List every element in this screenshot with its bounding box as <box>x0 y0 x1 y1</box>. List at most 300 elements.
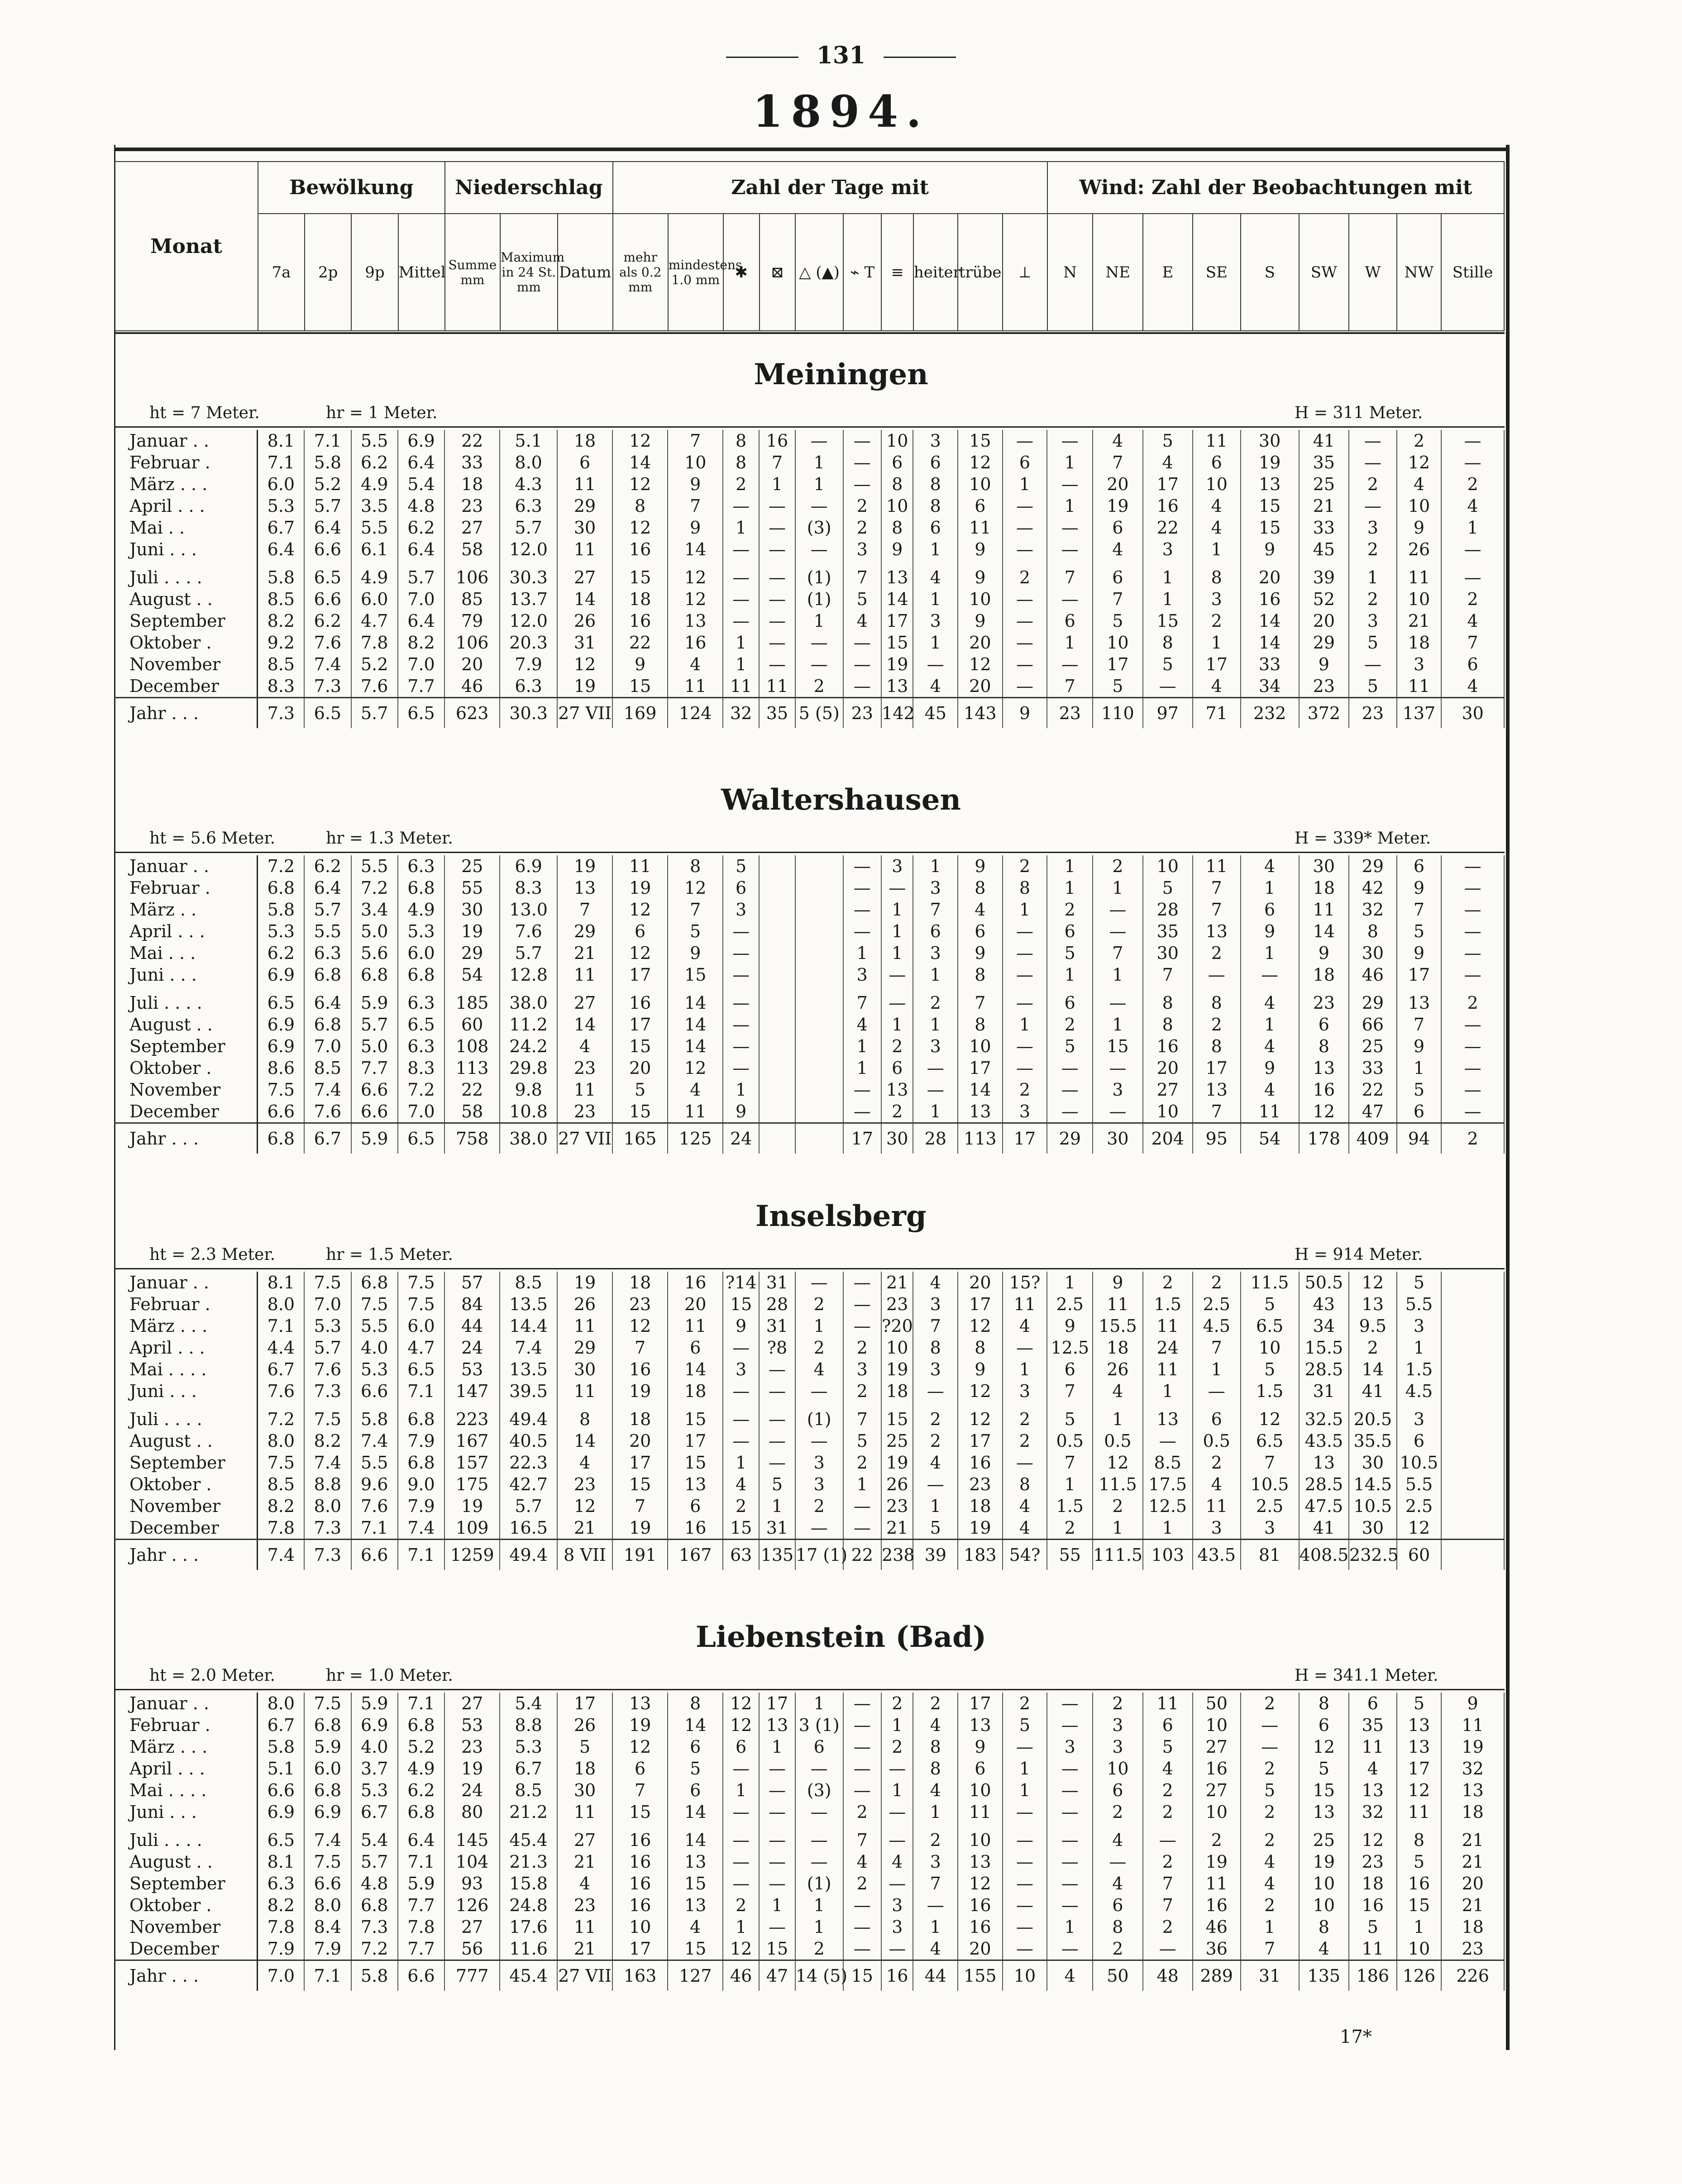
data-cell: 16 <box>668 1272 723 1293</box>
data-cell: 26 <box>881 1473 913 1495</box>
data-cell: 4 <box>1093 539 1142 560</box>
data-cell: 8 <box>958 877 1003 899</box>
data-cell: 2 <box>1047 899 1093 920</box>
data-cell: 6.3 <box>258 1873 304 1894</box>
data-cell: 3 <box>723 899 759 920</box>
data-cell: 17 <box>958 1057 1003 1079</box>
data-cell: 5.3 <box>258 495 304 517</box>
data-cell: 1.5 <box>1241 1380 1299 1402</box>
data-cell: 11 <box>1241 1101 1299 1123</box>
data-cell: 238 <box>881 1540 913 1570</box>
data-cell <box>795 1123 843 1154</box>
data-cell: 1 <box>1193 632 1241 653</box>
data-cell: 2 <box>1193 1272 1241 1293</box>
data-cell: 8 <box>1093 1916 1142 1938</box>
data-cell: — <box>881 964 913 986</box>
data-cell: 4 <box>1299 1938 1349 1960</box>
data-cell: 1 <box>1143 588 1193 610</box>
data-cell: 7.1 <box>398 1693 444 1714</box>
data-cell: 13 <box>1299 1801 1349 1823</box>
data-cell: 10 <box>881 495 913 517</box>
data-cell: 9 <box>958 560 1003 588</box>
data-cell: 2 <box>1441 986 1504 1014</box>
data-cell: — <box>843 675 882 698</box>
data-cell: 9 <box>958 942 1003 964</box>
data-cell: 5.8 <box>258 560 304 588</box>
table-row <box>114 610 1504 632</box>
data-cell: 5.8 <box>304 452 351 473</box>
data-cell: 9.5 <box>1349 1315 1397 1337</box>
data-cell: 12 <box>1299 1101 1349 1123</box>
data-cell: 4 <box>1093 430 1142 452</box>
data-cell: 3 <box>881 1894 913 1916</box>
data-cell: — <box>881 1823 913 1851</box>
data-cell: 14 <box>881 588 913 610</box>
data-cell: 4 <box>1093 1823 1142 1851</box>
data-cell: 4.9 <box>398 1758 444 1779</box>
data-cell: 6.7 <box>258 1359 304 1380</box>
data-cell: 4 <box>1093 1380 1142 1402</box>
data-cell: 12 <box>958 653 1003 675</box>
data-cell: — <box>723 942 759 964</box>
data-cell: 6.1 <box>351 539 398 560</box>
data-cell: 16 <box>1349 1894 1397 1916</box>
data-cell: 21 <box>557 1938 612 1960</box>
data-cell: 6 <box>1047 920 1093 942</box>
data-cell: 5 <box>843 1430 882 1452</box>
data-cell: 11 <box>1349 1938 1397 1960</box>
data-cell: 2 <box>1241 1758 1299 1779</box>
data-cell: 5.8 <box>258 1736 304 1758</box>
data-cell: 4.9 <box>351 560 398 588</box>
data-cell: 2 <box>1093 1495 1142 1517</box>
data-cell: 18 <box>557 1758 612 1779</box>
data-cell: 21.3 <box>500 1851 557 1873</box>
data-cell: — <box>1003 675 1047 698</box>
data-cell: 18 <box>1299 964 1349 986</box>
data-cell: 1 <box>913 1014 958 1035</box>
month-label: Juni . . . <box>114 539 258 560</box>
data-cell: 35.5 <box>1349 1430 1397 1452</box>
data-cell: 7.2 <box>351 877 398 899</box>
data-cell: 60 <box>444 1014 500 1035</box>
data-cell: — <box>759 1452 795 1473</box>
data-cell: 4 <box>1003 1315 1047 1337</box>
data-cell: 20 <box>1093 473 1142 495</box>
data-cell: 7.0 <box>398 588 444 610</box>
data-cell: 13.7 <box>500 588 557 610</box>
table-row <box>114 964 1504 986</box>
data-cell: — <box>913 1380 958 1402</box>
data-cell: 1 <box>1241 1916 1299 1938</box>
data-cell: 23 <box>1299 986 1349 1014</box>
data-cell: 7 <box>759 452 795 473</box>
data-cell: 3 <box>723 1359 759 1380</box>
data-cell: 12 <box>958 452 1003 473</box>
data-cell: 19 <box>557 1272 612 1293</box>
data-cell: — <box>843 473 882 495</box>
data-cell: 5.7 <box>351 1014 398 1035</box>
data-cell: 23 <box>1047 698 1093 729</box>
data-cell: 39 <box>913 1540 958 1570</box>
data-cell: 5 <box>1397 1272 1442 1293</box>
header-zahl-tage: Zahl der Tage mit <box>613 162 1047 214</box>
data-cell: 3 <box>913 1293 958 1315</box>
data-cell: 3 <box>1003 1101 1047 1123</box>
data-cell: 16 <box>1241 588 1299 610</box>
data-cell: 7 <box>1093 452 1142 473</box>
data-cell: 2 <box>843 517 882 539</box>
data-cell: 17 <box>1193 653 1241 675</box>
data-cell: 54 <box>1241 1123 1299 1154</box>
data-cell: 40.5 <box>500 1430 557 1452</box>
station-height: H = 311 Meter. <box>1295 404 1423 422</box>
table-row <box>114 986 1504 1014</box>
data-cell: 22 <box>444 430 500 452</box>
data-cell: 9 <box>958 1736 1003 1758</box>
data-cell: 15? <box>1003 1272 1047 1293</box>
data-cell: 1 <box>1047 1916 1093 1938</box>
data-cell: 33 <box>1241 653 1299 675</box>
table-row <box>114 855 1504 877</box>
total-row <box>114 1540 1504 1570</box>
station-title: Waltershausen <box>721 783 961 817</box>
data-cell: 50 <box>1093 1960 1142 1991</box>
data-cell: (1) <box>795 588 843 610</box>
table-row <box>114 495 1504 517</box>
data-cell: — <box>795 495 843 517</box>
data-cell: 6.2 <box>398 517 444 539</box>
data-cell: 1 <box>913 539 958 560</box>
data-cell: 13.5 <box>500 1359 557 1380</box>
data-cell: 2 <box>881 1035 913 1057</box>
data-cell: — <box>881 1758 913 1779</box>
data-cell: 12 <box>557 653 612 675</box>
data-cell: 8 <box>557 1402 612 1430</box>
data-cell: 8.3 <box>500 877 557 899</box>
data-cell: 4.0 <box>351 1736 398 1758</box>
data-cell: 9 <box>1241 920 1299 942</box>
month-label: Februar . <box>114 877 258 899</box>
header-col-8: mindestens 1.0 mm <box>668 214 723 331</box>
data-cell: 5.5 <box>351 430 398 452</box>
data-cell: 137 <box>1397 698 1442 729</box>
data-cell: 50 <box>1193 1693 1241 1714</box>
station-title: Liebenstein (Bad) <box>695 1620 987 1654</box>
data-cell: 26 <box>557 1293 612 1315</box>
data-cell <box>1441 1380 1504 1402</box>
station-hr: hr = 1.5 Meter. <box>326 1245 453 1264</box>
data-cell: 9 <box>1441 1693 1504 1714</box>
data-cell: 24 <box>444 1779 500 1801</box>
data-cell: 15 <box>958 430 1003 452</box>
data-cell: 7.6 <box>500 920 557 942</box>
data-cell: 1 <box>843 942 882 964</box>
data-cell: 2 <box>1349 588 1397 610</box>
data-cell: 6 <box>913 517 958 539</box>
data-cell: 8.0 <box>258 1430 304 1452</box>
data-cell: 7.2 <box>351 1938 398 1960</box>
data-cell: 9 <box>668 942 723 964</box>
station-ht: ht = 5.6 Meter. <box>149 829 276 848</box>
data-cell: — <box>795 1430 843 1452</box>
data-cell: 2 <box>913 986 958 1014</box>
data-cell: 11.5 <box>1093 1473 1142 1495</box>
data-cell: — <box>1003 1337 1047 1359</box>
data-cell: 56 <box>444 1938 500 1960</box>
data-cell: 30.3 <box>500 560 557 588</box>
data-cell: 10 <box>1143 1101 1193 1123</box>
data-cell: 19 <box>881 1452 913 1473</box>
data-cell: 19 <box>444 920 500 942</box>
data-cell: 3 <box>1349 610 1397 632</box>
data-cell: 108 <box>444 1035 500 1057</box>
data-cell: 13 <box>668 1851 723 1873</box>
data-cell: 26 <box>1397 539 1442 560</box>
data-cell: 32 <box>1349 1801 1397 1823</box>
data-cell: 2 <box>913 1823 958 1851</box>
data-cell <box>795 1101 843 1123</box>
data-cell: — <box>1241 964 1299 986</box>
data-cell: 8 <box>958 1014 1003 1035</box>
header-col-2: 9p <box>351 214 398 331</box>
table-row <box>114 560 1504 588</box>
data-cell: 12 <box>612 899 668 920</box>
table-row <box>114 1758 1504 1779</box>
data-cell: 13 <box>881 675 913 698</box>
data-cell: 2 <box>881 1101 913 1123</box>
data-cell: 1 <box>1047 855 1093 877</box>
data-cell: 26 <box>1093 1359 1142 1380</box>
data-cell: 10 <box>958 588 1003 610</box>
data-cell: 7 <box>1047 1452 1093 1473</box>
data-cell: — <box>1441 942 1504 964</box>
data-cell: 15 <box>668 1402 723 1430</box>
data-cell: — <box>843 1495 882 1517</box>
signature-mark: 17* <box>1340 2027 1372 2047</box>
data-cell: 18 <box>1093 1337 1142 1359</box>
data-cell: 6.9 <box>398 430 444 452</box>
data-cell: 2 <box>1349 539 1397 560</box>
data-cell: 6.6 <box>258 1779 304 1801</box>
data-cell: 8 <box>913 495 958 517</box>
data-cell: 11 <box>668 1315 723 1337</box>
data-cell <box>795 1014 843 1035</box>
data-cell: 2 <box>1241 1693 1299 1714</box>
data-cell: 10 <box>1299 1873 1349 1894</box>
data-cell: 12.5 <box>1143 1495 1193 1517</box>
data-cell: 6.4 <box>398 539 444 560</box>
month-label: April . . . <box>114 920 258 942</box>
month-label: September <box>114 1035 258 1057</box>
data-cell: 8.3 <box>258 675 304 698</box>
data-cell: 5.8 <box>258 899 304 920</box>
data-cell: 17 <box>612 964 668 986</box>
data-cell: 19 <box>612 1714 668 1736</box>
data-cell: 6.4 <box>398 1823 444 1851</box>
data-cell: 6 <box>1047 1359 1093 1380</box>
data-cell: 20 <box>1441 1873 1504 1894</box>
data-cell: 7.4 <box>500 1337 557 1359</box>
data-cell: 2 <box>795 1495 843 1517</box>
data-cell: — <box>759 517 795 539</box>
data-cell: 5.7 <box>351 698 398 729</box>
data-cell: 16 <box>958 1894 1003 1916</box>
data-cell: 6.4 <box>304 986 351 1014</box>
data-cell: — <box>723 964 759 986</box>
data-cell: 14.4 <box>500 1315 557 1337</box>
data-cell: — <box>723 1380 759 1402</box>
data-cell: 5.9 <box>351 1693 398 1714</box>
month-label: Januar . . <box>114 1693 258 1714</box>
data-cell: 15 <box>723 1517 759 1540</box>
data-cell: 6.8 <box>304 1779 351 1801</box>
data-cell: — <box>759 560 795 588</box>
data-cell: — <box>759 1380 795 1402</box>
data-cell: 1 <box>1241 877 1299 899</box>
data-cell: — <box>723 1430 759 1452</box>
data-cell: 5.2 <box>351 653 398 675</box>
data-cell: 6 <box>1241 899 1299 920</box>
data-cell: 1.5 <box>1047 1495 1093 1517</box>
data-cell: 1 <box>795 1315 843 1337</box>
data-cell: 2 <box>795 1337 843 1359</box>
data-cell: 11 <box>1441 1714 1504 1736</box>
data-cell: — <box>843 1079 882 1101</box>
data-cell: — <box>1047 473 1093 495</box>
data-cell <box>759 855 795 877</box>
data-cell: 32 <box>723 698 759 729</box>
data-cell: — <box>1047 430 1093 452</box>
data-cell: — <box>1093 1057 1142 1079</box>
month-label: December <box>114 675 258 698</box>
header-col-0: 7a <box>258 214 305 331</box>
data-cell: 14 <box>668 1801 723 1823</box>
data-cell: 7.1 <box>398 1851 444 1873</box>
data-cell: 5 <box>913 1517 958 1540</box>
data-cell: — <box>723 920 759 942</box>
data-cell: 5 <box>1397 1079 1442 1101</box>
data-cell: 9 <box>958 610 1003 632</box>
data-cell: 11 <box>1193 1495 1241 1517</box>
data-cell: 8 VII <box>557 1540 612 1570</box>
data-cell: — <box>1349 495 1397 517</box>
data-cell: 13 <box>958 1101 1003 1123</box>
data-cell: 8.4 <box>304 1916 351 1938</box>
data-cell <box>759 1101 795 1123</box>
data-cell: 3 <box>913 430 958 452</box>
data-cell: 5.8 <box>351 1402 398 1430</box>
data-cell: 4.7 <box>351 610 398 632</box>
data-cell: 6.7 <box>258 1714 304 1736</box>
data-cell: ?8 <box>759 1337 795 1359</box>
data-cell: 22 <box>843 1540 882 1570</box>
data-cell: 7 <box>612 1779 668 1801</box>
data-cell: 2 <box>843 1873 882 1894</box>
data-cell: 8 <box>1143 632 1193 653</box>
data-cell: 5.0 <box>351 920 398 942</box>
data-cell: 3 <box>1193 1517 1241 1540</box>
month-label: Oktober . <box>114 632 258 653</box>
data-cell: — <box>1093 1101 1142 1123</box>
table-row <box>114 1693 1504 1714</box>
data-cell: — <box>1003 588 1047 610</box>
data-cell: 17 <box>1193 1057 1241 1079</box>
data-cell: 5.7 <box>304 1337 351 1359</box>
data-cell: 6 <box>1047 610 1093 632</box>
data-cell: — <box>843 855 882 877</box>
data-cell: 5 <box>1299 1758 1349 1779</box>
data-cell: — <box>1003 632 1047 653</box>
data-cell: 31 <box>759 1315 795 1337</box>
data-cell: — <box>723 1823 759 1851</box>
data-cell: 16 <box>612 539 668 560</box>
data-cell: 28 <box>1143 899 1193 920</box>
data-cell: 7.0 <box>398 653 444 675</box>
data-cell: 9 <box>1093 1272 1142 1293</box>
data-cell: 16 <box>612 1851 668 1873</box>
data-cell: 21 <box>1441 1823 1504 1851</box>
data-cell: 24.8 <box>500 1894 557 1916</box>
data-cell: 13 <box>1397 1736 1442 1758</box>
data-cell: 1 <box>913 964 958 986</box>
data-cell: 232.5 <box>1349 1540 1397 1570</box>
data-cell: 45.4 <box>500 1960 557 1991</box>
data-cell: 14 <box>557 1430 612 1452</box>
data-cell: 5.7 <box>304 899 351 920</box>
data-cell: 8 <box>913 473 958 495</box>
data-cell: 2 <box>1003 1430 1047 1452</box>
data-cell: 10 <box>958 1779 1003 1801</box>
data-cell: 10 <box>958 1035 1003 1057</box>
data-cell: 6.0 <box>351 588 398 610</box>
header-col-14: heiter <box>913 214 958 331</box>
data-cell: — <box>1093 1851 1142 1873</box>
data-cell: 50.5 <box>1299 1272 1349 1293</box>
data-cell: 7.5 <box>258 1452 304 1473</box>
data-cell: 3 <box>795 1452 843 1473</box>
data-cell: 8.2 <box>304 1430 351 1452</box>
data-cell: 7.4 <box>304 1452 351 1473</box>
data-cell: 1 <box>759 473 795 495</box>
data-cell: 30.3 <box>500 698 557 729</box>
data-cell: 7 <box>668 899 723 920</box>
data-cell: 7 <box>1193 1101 1241 1123</box>
data-cell: 23 <box>1441 1938 1504 1960</box>
header-monat: Monat <box>115 162 258 331</box>
data-cell: 4 <box>1143 452 1193 473</box>
data-cell: 3 <box>1093 1079 1142 1101</box>
data-cell: 11 <box>1299 899 1349 920</box>
data-cell: 6 <box>1397 855 1442 877</box>
data-cell: 19 <box>612 1517 668 1540</box>
month-label: September <box>114 1452 258 1473</box>
data-cell: 5.5 <box>1397 1293 1442 1315</box>
data-cell: 26 <box>557 1714 612 1736</box>
data-cell: — <box>843 1714 882 1736</box>
data-cell: 13 <box>1143 1402 1193 1430</box>
data-cell: 2 <box>1397 430 1442 452</box>
data-cell: 10.5 <box>1349 1495 1397 1517</box>
data-cell: — <box>723 1851 759 1873</box>
data-cell: — <box>723 588 759 610</box>
data-cell: 1 <box>723 1779 759 1801</box>
data-cell: — <box>1441 1035 1504 1057</box>
data-cell: 30 <box>1349 942 1397 964</box>
station-table <box>114 1272 1505 1570</box>
data-cell: 7.7 <box>398 675 444 698</box>
data-cell: 2.5 <box>1397 1495 1442 1517</box>
